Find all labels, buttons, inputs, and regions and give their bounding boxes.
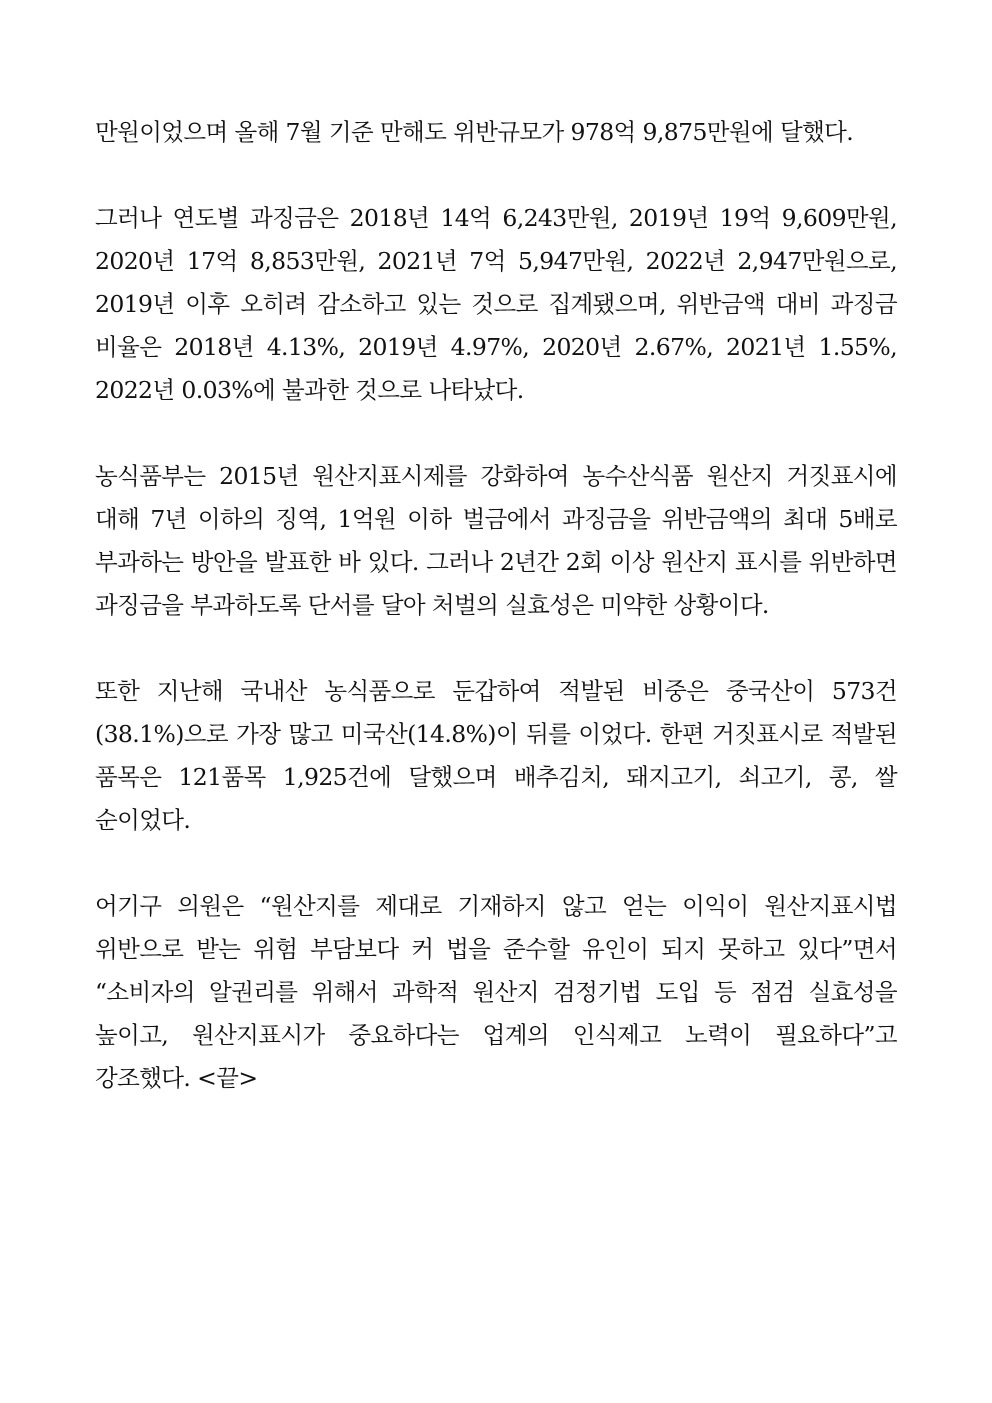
paragraph-penalty-by-year: 그러나 연도별 과징금은 2018년 14억 6,243만원, 2019년 19억 9,609만원, 2020년 17억 8,853만원, 2021년 7억 5,947만원, 2022년 2,947만원으로, 2019년 이후 오히려 감소하고 있는 것으로 집계됐으며, 위반금액 대비 과징금 비율은 2018년 4.13%, 2019년 4.97%, 2020년 2.67%, 2021년 1.55%, 2022년 0.03%에 불과한 것으로 나타났다. xyxy=(95,204,897,404)
paragraph-lawmaker-statement: 어기구 의원은 “원산지를 제대로 기재하지 않고 얻는 이익이 원산지표시법 위반으로 받는 위험 부담보다 커 법을 준수할 유인이 되지 못하고 있다”면서 “소비자의 알권리를 위해서 과학적 원산지 검정기법 도입 등 점검 실효성을 높이고, 원산지표시가 중요하다는 업계의 인식제고 노력이 필요하다”고 강조했다. <끝> xyxy=(95,892,897,1092)
paragraph-origin-disguise: 또한 지난해 국내산 농식품으로 둔갑하여 적발된 비중은 중국산이 573건(38.1%)으로 가장 많고 미국산(14.8%)이 뒤를 이었다. 한편 거짓표시로 적발된 품목은 121품목 1,925건에 달했으며 배추김치, 돼지고기, 쇠고기, 콩, 쌀 순이었다. xyxy=(95,677,897,834)
paragraph-ministry-policy: 농식품부는 2015년 원산지표시제를 강화하여 농수산식품 원산지 거짓표시에 대해 7년 이하의 징역, 1억원 이하 벌금에서 과징금을 위반금액의 최대 5배로 부과하는 방안을 발표한 바 있다. 그러나 2년간 2회 이상 원산지 표시를 위반하면 과징금을 부과하도록 단서를 달아 처벌의 실효성은 미약한 상황이다. xyxy=(95,462,897,619)
document-body xyxy=(95,111,897,1143)
paragraph-violation-scale: 만원이었으며 올해 7월 기준 만해도 위반규모가 978억 9,875만원에 달했다. xyxy=(95,118,854,146)
